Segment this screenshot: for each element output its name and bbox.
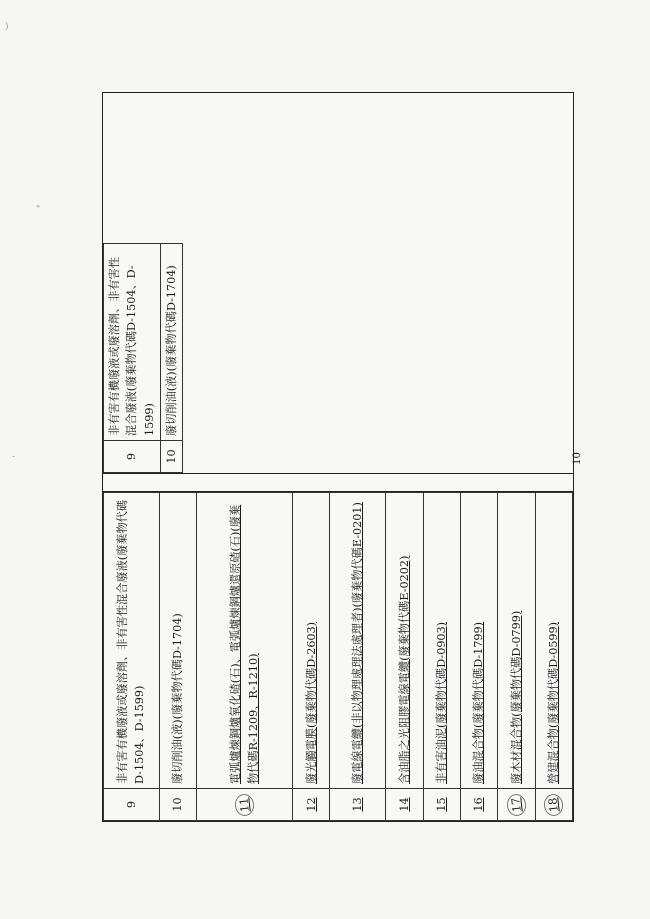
row-number-text: 10 (171, 797, 185, 812)
row-number (104, 789, 160, 821)
row-number (386, 789, 423, 821)
row-number-text: 17 (506, 792, 528, 816)
waste-description-text: 非有害有機廢液或廢溶劑、非有害性混合廢液(廢棄物代碼D-1504、D-1599) (108, 256, 156, 436)
row-number (293, 789, 330, 821)
waste-description-text: 營建混合物(廢棄物代碼D-0599) (547, 621, 561, 784)
row-number-text: 10 (165, 449, 179, 464)
waste-description-text: 非有害有機廢液或廢溶劑、非有害性混合廢液(廢棄物代碼D-1504、D-1599) (116, 499, 147, 784)
row-number (159, 789, 196, 821)
waste-description-text: 廢油混合物(廢棄物代碼D-1799) (472, 621, 486, 784)
waste-description-text: 廢切削油(液)(廢棄物代碼D-1704) (171, 613, 185, 784)
table-row (461, 493, 498, 821)
table-row (386, 493, 423, 821)
waste-description (386, 493, 423, 789)
waste-description (197, 493, 293, 789)
waste-description-text: 非有害油泥(廢棄物代碼D-0903) (435, 621, 449, 784)
row-number-text: 15 (435, 797, 449, 812)
waste-description-text: 廢電線電纜(非以物理處理法處理者)(廢棄物代碼E-0201) (351, 502, 365, 784)
row-number (161, 441, 183, 473)
waste-description (461, 493, 498, 789)
row-number (423, 789, 460, 821)
row-number (461, 789, 498, 821)
table-row (498, 493, 535, 821)
scan-mark: ) (5, 22, 9, 32)
waste-description (293, 493, 330, 789)
waste-code-table-right (103, 243, 183, 473)
row-number-text: 12 (304, 797, 318, 812)
row-number (330, 789, 386, 821)
waste-code-table-left (103, 492, 573, 821)
row-number (535, 789, 572, 821)
waste-description (104, 244, 161, 441)
table-row (535, 493, 572, 821)
left-pane (103, 491, 573, 821)
waste-description-text: 廢切削油(液)(廢棄物代碼D-1704) (165, 265, 179, 436)
waste-description (104, 493, 160, 789)
waste-description (423, 493, 460, 789)
row-number (498, 789, 535, 821)
waste-description (159, 493, 196, 789)
waste-description (330, 493, 386, 789)
table-row (330, 493, 386, 821)
page-number: 10 (571, 452, 583, 465)
row-number-text: 11 (234, 792, 256, 816)
table-row (159, 493, 196, 821)
waste-description (498, 493, 535, 789)
row-number-text: 14 (397, 797, 411, 812)
waste-description-text: 含油脂之光阻膠電線電纜(廢棄物代碼E-0202) (397, 555, 411, 784)
scan-mark: " (36, 205, 41, 215)
row-number-text: 9 (124, 800, 138, 809)
divider-column (103, 473, 573, 491)
waste-description-text: 電弧爐煉鋼爐氧化碴(石)、電弧爐煉鋼爐還原碴(石)(廢棄物代碼R-1209、R-1210) (229, 504, 260, 784)
rotated-table-frame (102, 92, 574, 822)
scan-mark: - (12, 452, 16, 462)
table-row (293, 493, 330, 821)
row-number-text: 13 (351, 797, 365, 812)
row-number-text: 16 (472, 797, 486, 812)
table-row (423, 493, 460, 821)
table-row (104, 493, 160, 821)
waste-description (535, 493, 572, 789)
waste-description-text: 廢木材混合物(廢棄物代碼D-0799) (509, 610, 523, 784)
table-row (197, 493, 293, 821)
table-row (161, 244, 183, 473)
right-pane (103, 93, 573, 473)
waste-description (161, 244, 183, 441)
row-number-text: 9 (125, 452, 139, 461)
table-row (104, 244, 161, 473)
waste-description-text: 廢光觸電膜(廢棄物代碼D-2603) (304, 621, 318, 784)
row-number-text: 18 (543, 792, 565, 816)
row-number (104, 441, 161, 473)
row-number (197, 789, 293, 821)
